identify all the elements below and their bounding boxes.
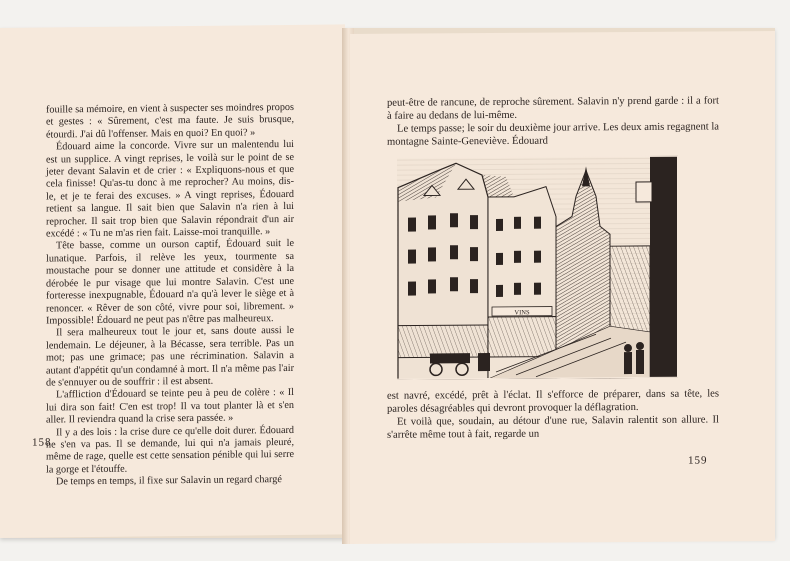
right-page-text-top xyxy=(387,94,719,148)
right-page xyxy=(350,31,775,544)
paragraph: Tête basse, comme un ourson captif, Édouard suit le lunatique. Parfois, il relève les yeux, tourmente sa moustache pour se donner une attitude et considère à la dérobée le pur visage que lui montre Salavin. C'est une forteresse inexpugnable, Édouard n'a qu'à lever le siège et à renoncer. « Rêver de son côté, vivre pour soi, librement. » Impossible! Édouard ne peut pas n'être pas malheureux. xyxy=(46,238,294,327)
left-page xyxy=(0,24,345,538)
paragraph: est navré, excédé, prêt à l'éclat. Il s'efforce de préparer, dans sa tête, les paroles désagréables qui devront provoquer la déflagration. xyxy=(387,388,719,415)
street-scene-engraving-icon xyxy=(396,156,678,380)
left-page-text xyxy=(46,102,294,489)
open-book xyxy=(0,28,775,538)
paragraph: Il y a des lois : la crise dure ce qu'elle doit durer. Édouard ne s'en va pas. Il se demande, lui qui n'a jamais pleuré, même de rage, quelle est cette sensation pénible qui lui serre la gorge et l'étouffe. xyxy=(46,424,294,476)
paragraph: peut-être de rancune, de reproche sûrement. Salavin n'y prend garde : il a fort à faire au dedans de lui-même. xyxy=(387,95,719,122)
right-page-text-bottom xyxy=(387,387,719,441)
paragraph: De temps en temps, il fixe sur Salavin un regard chargé xyxy=(56,474,282,488)
paragraph: Le temps passe; le soir du deuxième jour arrive. Les deux amis regagnent la montagne Sainte-Geneviève. Édouard xyxy=(387,121,719,148)
paragraph: L'affliction d'Édouard se teinte peu à peu de colère : « Il lui dira son fait! C'en est trop! Il va tout planter là et s'en aller. Il reviendra quand la crise sera passée. » xyxy=(46,387,294,426)
shop-sign: VINS xyxy=(514,309,530,317)
paragraph: Il sera malheureux tout le jour et, sans doute aussi le lendemain. Le déjeuner, à la Bécasse, sera terrible. Pas un mot; pas une grimace; pas une récrimination. Salavin a autant d'appétit qu'un condamné à mort. Il n'a même pas l'air de s'ennuyer ou de souffrir : il est absent. xyxy=(46,325,294,389)
paragraph: fouille sa mémoire, en vient à suspecter ses moindres propos et gestes : « Sûrement, c'est ma faute. Je suis brusque, étourdi. J'ai dû l'offenser. Mais en quoi? En quoi? » xyxy=(46,101,294,141)
page-number-right: 159 xyxy=(688,454,708,467)
page-number-left: 158 xyxy=(32,436,52,449)
paragraph: Et voilà que, soudain, au détour d'une rue, Salavin ralentit son allure. Il s'arrête même tout à fait, regarde un xyxy=(387,414,719,441)
paragraph: Édouard aime la concorde. Vivre sur un malentendu lui est un supplice. A vingt reprises, le voilà sur le point de se jeter devant Salavin et de crier : « Expliquons-nous et que cela finisse! Qu'as-tu donc à me reprocher? Au moins, dis-le, et je te ferai des excuses. » A vingt reprises, Édouard retient sa langue. Il sait bien que Salavin n'a rien à lui reprocher. Il sait trop bien que Salavin répondrait d'un air excédé : « Tu ne m'as rien fait. Laisse-moi tranquille. » xyxy=(46,139,294,240)
